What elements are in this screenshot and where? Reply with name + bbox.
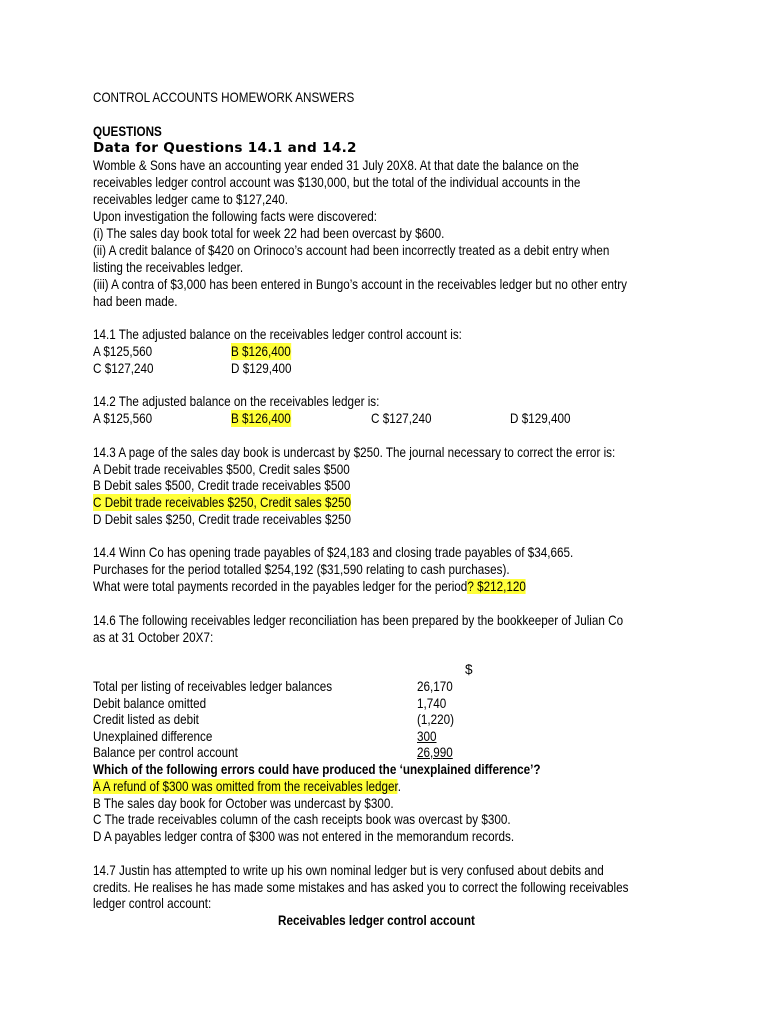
recon-value: 1,740 (417, 696, 447, 711)
account-title: Receivables ledger control account (278, 913, 475, 928)
q143-option-b: B Debit sales $500, Credit trade receivables $500 (93, 478, 351, 493)
intro-line: listing the receivables ledger. (93, 260, 244, 275)
q141-option-c: C $127,240 (93, 361, 154, 376)
q146-option-c: C The trade receivables column of the cash receipts book was overcast by $300. (93, 812, 511, 827)
q146-option-d: D A payables ledger contra of $300 was not entered in the memorandum records. (93, 829, 515, 844)
recon-label: Debit balance omitted (93, 696, 207, 711)
q147-line: ledger control account: (93, 896, 212, 911)
recon-value: 26,990 (417, 745, 453, 760)
q142-question: 14.2 The adjusted balance on the receivables ledger is: (93, 394, 380, 409)
currency-header: $ (465, 662, 473, 677)
q142-option-b: B $126,400 (231, 411, 291, 426)
q144-line: Purchases for the period totalled $254,192 ($31,590 relating to cash purchases). (93, 562, 510, 577)
q146-line: as at 31 October 20X7: (93, 630, 214, 645)
recon-label: Credit listed as debit (93, 712, 199, 727)
q143-option-a: A Debit trade receivables $500, Credit sales $500 (93, 462, 350, 477)
recon-label: Unexplained difference (93, 729, 213, 744)
q146-option-a: A A refund of $300 was omitted from the receivables ledger. (93, 779, 402, 794)
recon-label: Total per listing of receivables ledger balances (93, 679, 333, 694)
q143-option-c: C Debit trade receivables $250, Credit sales $250 (93, 495, 351, 510)
intro-line: (ii) A credit balance of $420 on Orinoco’s account had been incorrectly treated as a debit entry when (93, 243, 610, 258)
q141-option-d: D $129,400 (231, 361, 292, 376)
q146-option-b: B The sales day book for October was undercast by $300. (93, 796, 394, 811)
intro-line: Upon investigation the following facts were discovered: (93, 209, 377, 224)
questions-heading: QUESTIONS (93, 124, 162, 139)
q142-option-c: C $127,240 (371, 411, 432, 426)
q143-option-d: D Debit sales $250, Credit trade receivables $250 (93, 512, 351, 527)
q141-question: 14.1 The adjusted balance on the receivables ledger control account is: (93, 327, 462, 342)
intro-line: had been made. (93, 294, 178, 309)
q144-line: 14.4 Winn Co has opening trade payables of $24,183 and closing trade payables of $34,665. (93, 545, 574, 560)
intro-line: receivables ledger control account was $130,000, but the total of the individual accounts in the (93, 175, 581, 190)
document-title: CONTROL ACCOUNTS HOMEWORK ANSWERS (93, 90, 355, 105)
intro-line: (iii) A contra of $3,000 has been entered in Bungo’s account in the receivables ledger but no other entry (93, 277, 628, 292)
q147-line: 14.7 Justin has attempted to write up his own nominal ledger but is very confused about debits and (93, 863, 604, 878)
q142-option-a: A $125,560 (93, 411, 153, 426)
recon-value: 26,170 (417, 679, 453, 694)
intro-line: Womble & Sons have an accounting year ended 31 July 20X8. At that date the balance on the (93, 158, 579, 173)
intro-line: receivables ledger came to $127,240. (93, 192, 288, 207)
intro-line: (i) The sales day book total for week 22 had been overcast by $600. (93, 226, 445, 241)
q141-option-b: B $126,400 (231, 344, 291, 359)
recon-value: 300 (417, 729, 437, 744)
q141-option-a: A $125,560 (93, 344, 153, 359)
q147-line: credits. He realises he has made some mistakes and has asked you to correct the following receivables (93, 880, 629, 895)
q146-prompt: Which of the following errors could have produced the ‘unexplained difference’? (93, 762, 541, 777)
q142-option-d: D $129,400 (510, 411, 571, 426)
q143-question: 14.3 A page of the sales day book is undercast by $250. The journal necessary to correct the error is: (93, 445, 616, 460)
q144-line: What were total payments recorded in the payables ledger for the period? $212,120 (93, 579, 526, 594)
recon-label: Balance per control account (93, 745, 238, 760)
q146-line: 14.6 The following receivables ledger reconciliation has been prepared by the bookkeeper of Julian Co (93, 613, 624, 628)
q144-answer: ? $212,120 (467, 579, 526, 594)
recon-value: (1,220) (417, 712, 455, 727)
data-heading: Data for Questions 14.1 and 14.2 (93, 140, 357, 156)
